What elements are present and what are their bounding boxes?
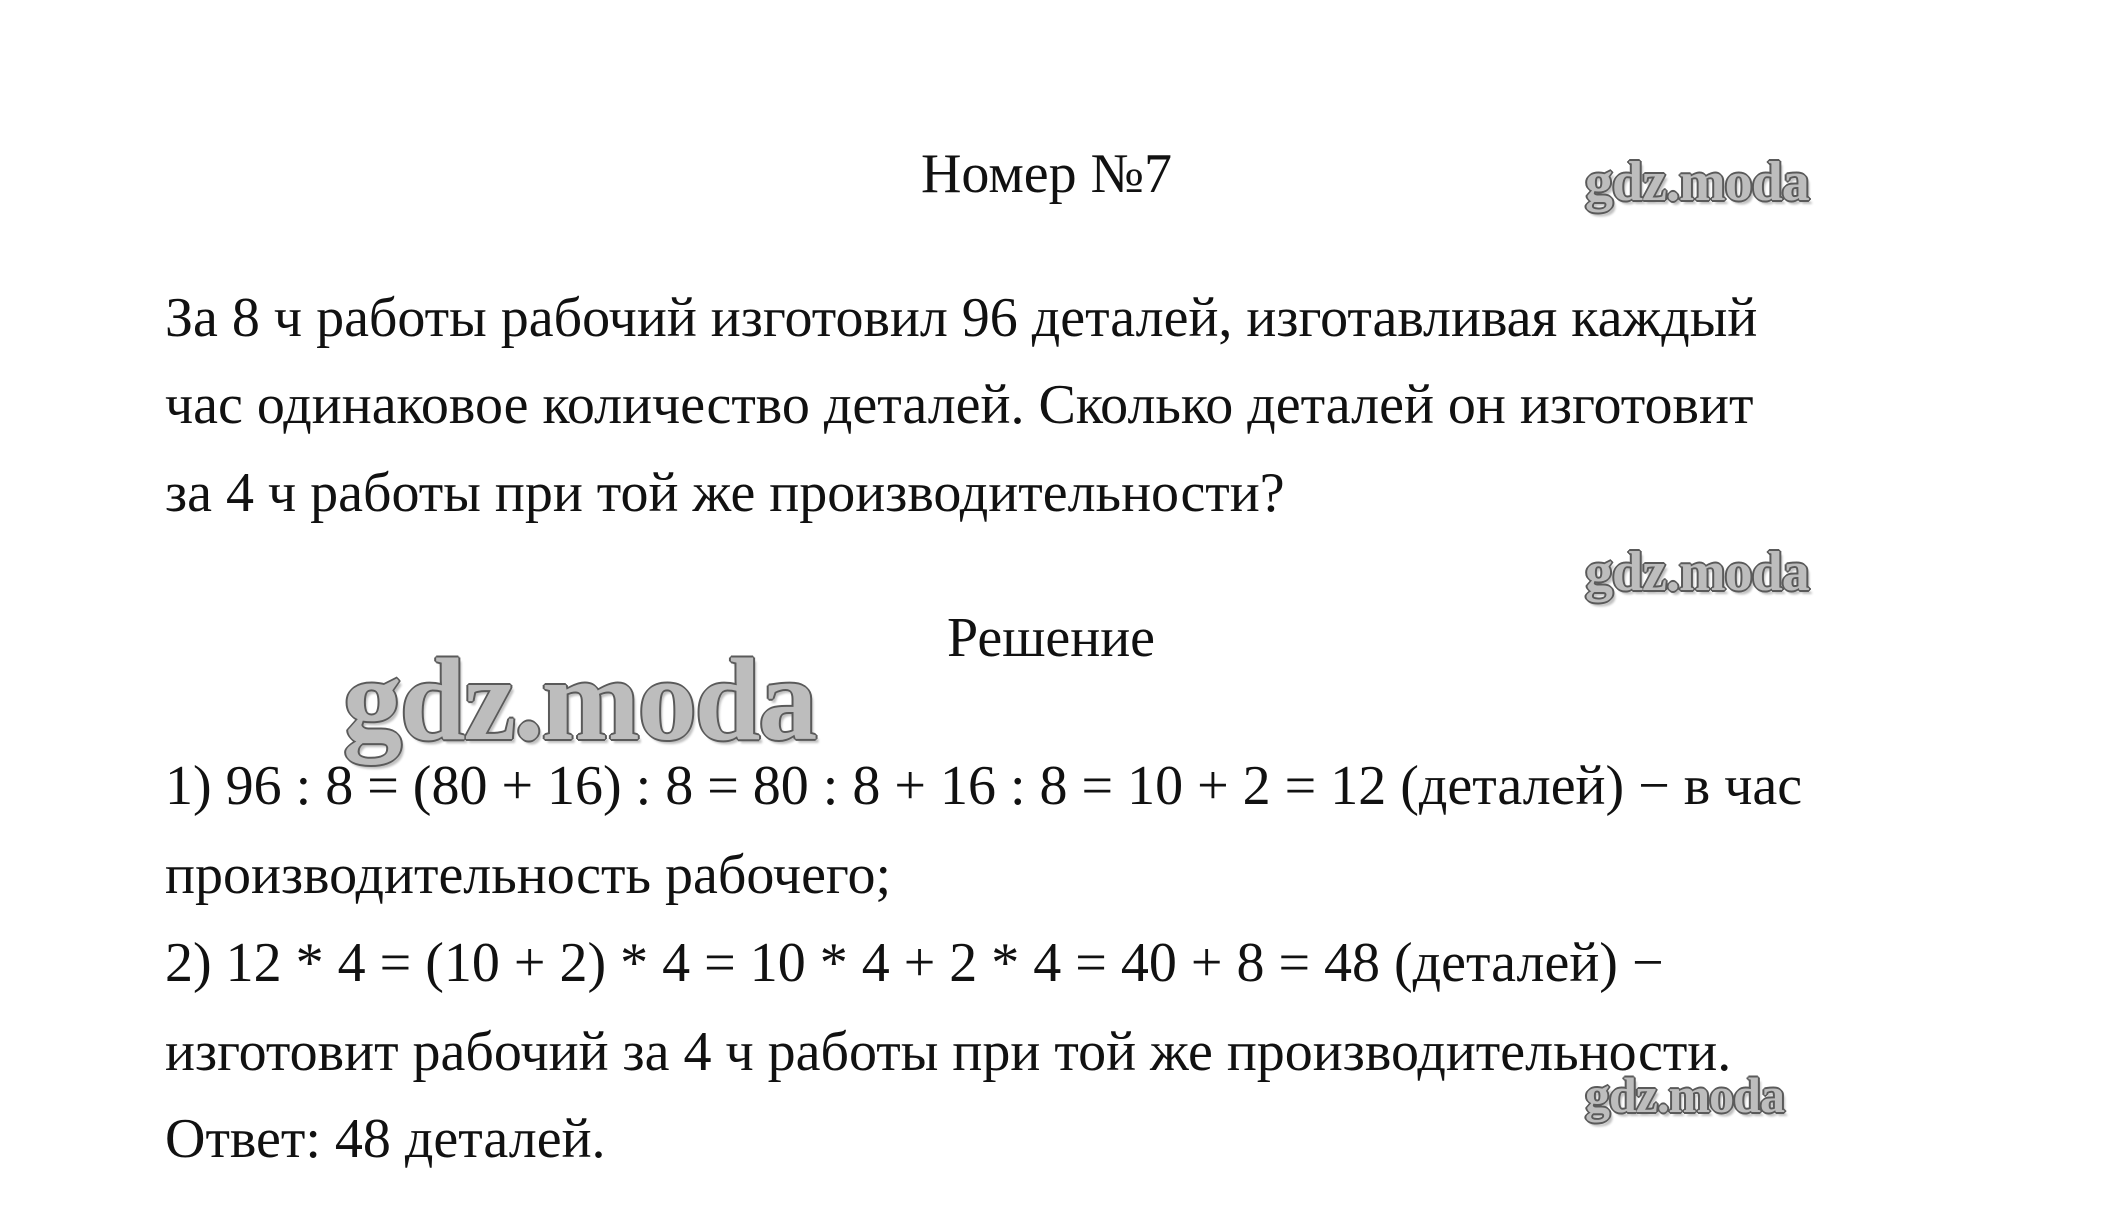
solution-line-3: 2) 12 * 4 = (10 + 2) * 4 = 10 * 4 + 2 * 4 = 40 + 8 = 48 (деталей) − (165, 932, 1664, 994)
answer-line: Ответ: 48 деталей. (165, 1108, 606, 1170)
solution-line-2: производительность рабочего; (165, 844, 892, 906)
page-title: Номер №7 (920, 143, 1173, 205)
problem-line-3: за 4 ч работы при той же производительности? (165, 462, 1285, 524)
watermark: gdz.moda (1585, 541, 1809, 603)
problem-line-1: За 8 ч работы рабочий изготовил 96 деталей, изготавливая каждый (165, 287, 1758, 349)
solution-line-1: 1) 96 : 8 = (80 + 16) : 8 = 80 : 8 + 16 : 8 = 10 + 2 = 12 (деталей) − в час (165, 755, 1803, 817)
watermark: gdz.moda (1585, 151, 1809, 213)
watermark: gdz.moda (1585, 1067, 1784, 1123)
solution-line-4: изготовит рабочий за 4 ч работы при той же производительности. (165, 1021, 1732, 1083)
solution-heading: Решение (947, 607, 1156, 669)
watermark-large: gdz.moda (343, 634, 816, 765)
problem-line-2: час одинаковое количество деталей. Сколько деталей он изготовит (165, 374, 1754, 436)
